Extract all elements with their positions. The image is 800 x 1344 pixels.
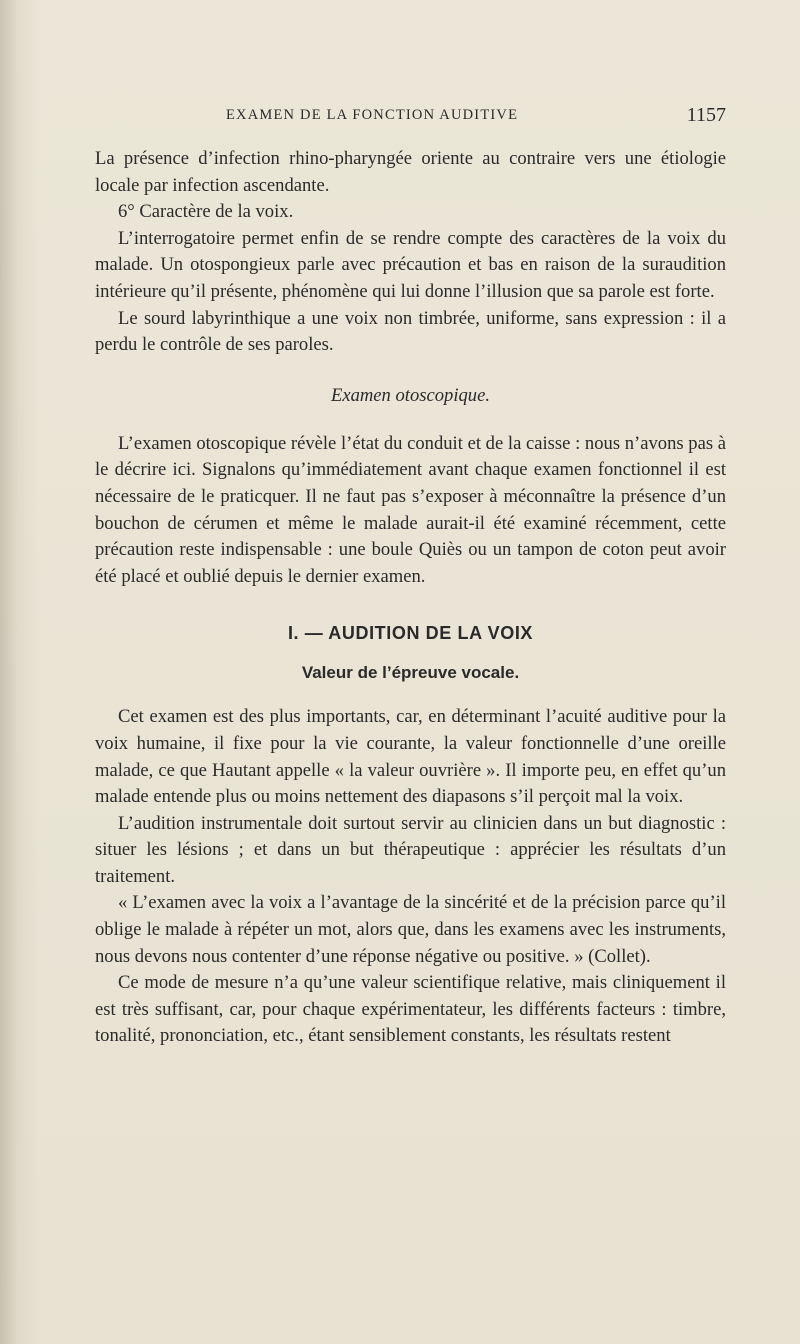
running-head [95, 100, 726, 130]
paragraph-voice-2: L’audition instrumentale doit surtout servir au clinicien dans un but diagnostic : situer les lésions ; et dans un but thérapeutique : apprécier les résultats d’un traitement. [95, 812, 726, 887]
page-number: 1157 [686, 104, 726, 126]
paragraph-voice-3: « L’examen avec la voix a l’avantage de la sincérité et de la précision parce qu’il oblige le malade à répéter un mot, alors que, dans les examens avec les instruments, nous devons nous contenter d’une réponse négative ou positive. » (Collet). [95, 892, 726, 967]
running-head-title: EXAMEN DE LA FONCTION AUDITIVE [226, 107, 519, 123]
section-subtitle-voice: Valeur de l’épreuve vocale. [301, 663, 520, 683]
page-content [95, 100, 726, 1050]
paragraph-infection: La présence d’infection rhino-pharyngée oriente au contraire vers une étiologie locale par infection ascendante. [95, 148, 726, 196]
section-title-voice: I. — AUDITION DE LA VOIX [287, 623, 534, 644]
paragraph-interrogatoire: L’interrogatoire permet enfin de se rendre compte des caractères de la voix du malade. Un otospongieux parle avec précaution et bas en raison de la suraudition intérieure qu’il présente, phénomène qui lui donne l’illusion que sa parole est forte. [95, 227, 726, 302]
paragraph-voice-1: Cet examen est des plus importants, car, en déterminant l’acuité auditive pour la voix humaine, il fixe pour la vie courante, la valeur fonctionnelle d’une oreille malade, ce que Hautant appelle « la valeur ouvrière ». Il importe peu, en effet qu’un malade entende plus ou moins nettement des diapasons s’il perçoit mal la voix. [95, 706, 726, 808]
paragraph-voice-4: Ce mode de mesure n’a qu’une valeur scientifique relative, mais cliniquement il est très suffisant, car, pour chaque expérimentateur, les différents facteurs : timbre, tonalité, prononciation, etc., étant sensiblement constants, les résultats restent [95, 972, 726, 1047]
subheading-voice-character: 6° Caractère de la voix. [118, 201, 294, 223]
paragraph-otoscopic: L’examen otoscopique révèle l’état du conduit et de la caisse : nous n’avons pas à le décrire ici. Signalons qu’immédiatement avant chaque examen fonctionnel il est nécessaire de le praticquer. Il ne faut pas s’exposer à méconnaître la présence d’un bouchon de cérumen et même le malade aurait-il été examiné récemment, cette précaution reste indispensable : une boule Quiès ou un tampon de coton peut avoir été placé et oublié depuis le dernier examen. [95, 432, 726, 587]
section-title-otoscopic: Examen otoscopique. [330, 384, 491, 406]
body-text [95, 146, 726, 1050]
paragraph-sourd-labyrinthique: Le sourd labyrinthique a une voix non timbrée, uniforme, sans expression : il a perdu le contrôle de ses paroles. [95, 307, 726, 356]
